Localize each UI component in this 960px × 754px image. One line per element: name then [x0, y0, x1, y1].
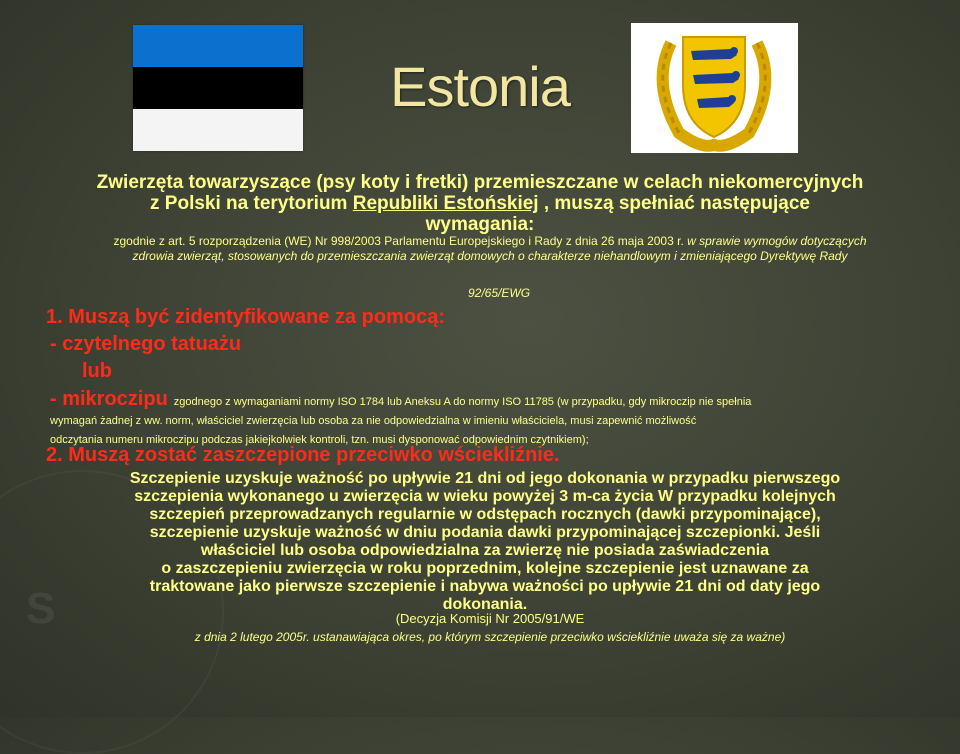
- flag-stripe-white: [133, 109, 303, 151]
- microchip-text-1: zgodnego z wymaganiami normy ISO 1784 lub Aneksu A do normy ISO 11785 (w przypadku, gdy mikroczip nie spełnia: [173, 396, 752, 408]
- legal-line-1: [40, 234, 940, 249]
- microchip-line-2: wymagań żadnej z ww. norm, właściciel zwierzęcia lub osoba za nie odpowiedzialna w imieniu właściciela, musi zapewnić możliwość: [50, 415, 697, 427]
- intro-text: [40, 172, 920, 235]
- decision-note: z dnia 2 lutego 2005r. ustanawiająca okres, po którym szczepienie przeciwko wściekliźnie uważa się za ważne): [194, 630, 786, 644]
- coat-of-arms-icon: [631, 23, 798, 153]
- estonia-flag: [133, 25, 303, 151]
- flag-stripe-blue: [133, 25, 303, 67]
- intro-line-2: [40, 193, 920, 214]
- legal-line-1-normal: zgodnie z art. 5 rozporządzenia (WE) Nr 998/2003 Parlamentu Europejskiego i Rady z dnia 26 maja 2003 r.: [113, 234, 684, 248]
- microchip-section: [50, 390, 920, 450]
- intro-line-1: Zwierzęta towarzyszące (psy koty i fretki) przemieszczane w celach niekomercyjnych: [96, 172, 864, 193]
- microchip-option: - mikroczipu: [50, 388, 168, 410]
- vaccination-line: właściciel lub osoba odpowiedzialna za zwierzę nie posiada zaświadczenia: [200, 542, 770, 559]
- page-title: Estonia: [390, 55, 570, 118]
- coat-of-arms: [631, 23, 798, 153]
- legal-reference: [40, 234, 940, 264]
- legal-line-1-italic: w sprawie wymogów dotyczących: [683, 234, 867, 248]
- intro-line-2-post: , muszą spełniać następujące: [538, 193, 810, 214]
- vaccination-line: szczepienie uzyskuje ważność w dniu podania dawki przypominającej szczepionki. Jeśli: [149, 524, 821, 541]
- vaccination-text: [60, 470, 910, 614]
- flag-stripe-black: [133, 67, 303, 109]
- microchip-line-1: [50, 390, 920, 412]
- vaccination-line: szczepienia wykonanego u zwierzęcia w wieku powyżej 3 m-ca życia W przypadku kolejnych: [134, 488, 836, 505]
- tattoo-option: - czytelnego tatuażu: [50, 333, 242, 355]
- compass-letter-decoration: S: [26, 584, 56, 633]
- intro-line-3: wymagania:: [425, 214, 535, 235]
- requirement-2-heading: 2. Muszą zostać zaszczepione przeciwko wściekliźnie.: [46, 444, 560, 466]
- commission-decision: (Decyzja Komisji Nr 2005/91/WE: [395, 611, 585, 626]
- country-link[interactable]: Republiki Estońskiej: [352, 193, 539, 214]
- vaccination-line: traktowane jako pierwsze szczepienie i nabywa ważności po upływie 21 dni od daty jego: [149, 578, 821, 595]
- vaccination-line: szczepień przeprowadzanych regularnie w odstępach rocznych (dawki przypominające),: [149, 506, 821, 523]
- requirement-1-heading: 1. Muszą być zidentyfikowane za pomocą:: [46, 306, 445, 328]
- or-label: lub: [82, 360, 112, 382]
- vaccination-line: Szczepienie uzyskuje ważność po upływie 21 dni od jego dokonania w przypadku pierwszego: [129, 470, 841, 487]
- vaccination-line: dokonania.: [442, 596, 528, 613]
- microchip-line-3: odczytania numeru mikroczipu podczas jakiejkolwiek kontroli, tzn. musi dysponować odpowiednim czytnikiem);: [50, 434, 589, 446]
- vaccination-line: o zaszczepieniu zwierzęcia w roku poprzednim, kolejne szczepienie jest uznawane za: [161, 560, 809, 577]
- legal-line-2: zdrowia zwierząt, stosowanych do przemieszczania zwierząt domowych o charakterze niehandlowym i zmieniającego Dyrektywę Rady: [132, 249, 848, 263]
- intro-line-2-pre: z Polski na terytorium: [150, 193, 353, 214]
- legal-line-3: 92/65/EWG: [468, 286, 531, 300]
